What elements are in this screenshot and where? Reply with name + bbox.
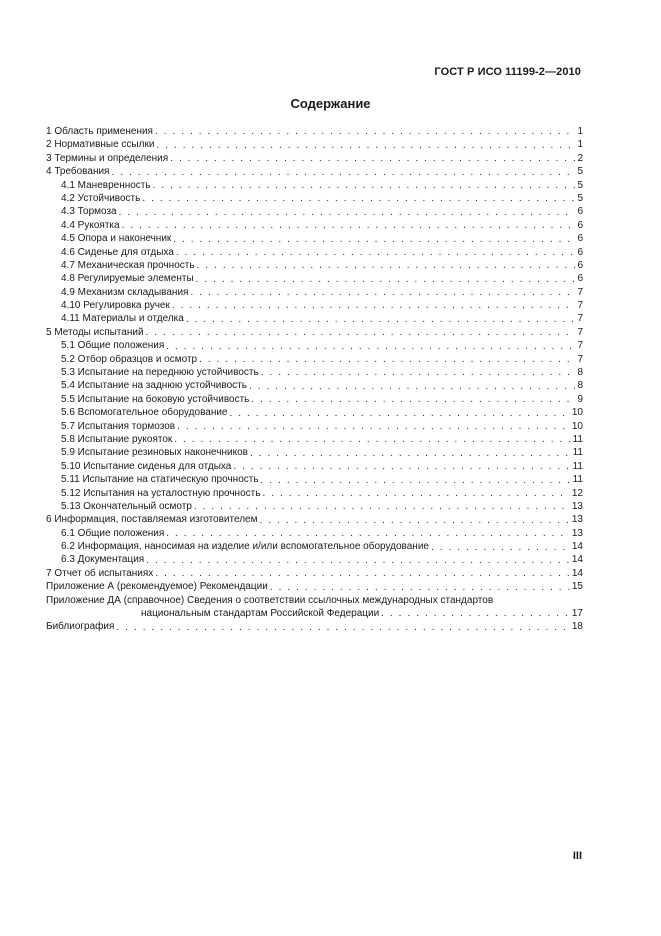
toc-dot-leader <box>262 488 569 500</box>
toc-entry-page: 8 <box>577 380 583 392</box>
toc-entry-title: 4.2 Устойчивость <box>61 192 141 204</box>
toc-entry <box>46 446 583 459</box>
toc-entry <box>46 232 583 245</box>
toc-dot-leader <box>170 153 575 165</box>
toc-entry-page: 6 <box>577 219 583 231</box>
toc-entry <box>46 500 583 513</box>
toc-entry-title: 4.7 Механическая прочность <box>61 259 195 271</box>
toc-entry-title: 6.3 Документация <box>61 554 145 566</box>
toc-entry-title: 4.1 Маневренность <box>61 179 151 191</box>
toc-entry-page: 8 <box>577 367 583 379</box>
toc-entry-title: 5.11 Испытание на статическую прочность <box>61 474 259 486</box>
toc-entry <box>46 366 583 379</box>
toc-entry <box>46 580 583 593</box>
toc-entry-title: 5.8 Испытание рукояток <box>61 433 173 445</box>
page-number: III <box>572 850 582 862</box>
table-of-contents <box>46 125 583 634</box>
toc-entry <box>46 620 583 633</box>
toc-entry <box>46 259 583 272</box>
toc-entry-page: 5 <box>577 179 583 191</box>
toc-dot-leader <box>190 287 575 299</box>
toc-entry <box>46 513 583 526</box>
toc-entry-page: 13 <box>571 527 583 539</box>
toc-entry-page: 11 <box>572 433 583 445</box>
toc-dot-leader <box>176 247 575 259</box>
toc-entry <box>46 272 583 285</box>
toc-entry-title: 6 Информация, поставляемая изготовителем <box>46 514 258 526</box>
toc-dot-leader <box>173 234 575 246</box>
toc-entry-page: 11 <box>572 460 583 472</box>
toc-entry-page: 18 <box>571 621 583 633</box>
toc-dot-leader <box>142 193 575 205</box>
toc-entry-page: 13 <box>571 500 583 512</box>
toc-entry <box>46 393 583 406</box>
toc-entry-page: 10 <box>571 407 583 419</box>
toc-entry-title: 5.9 Испытание резиновых наконечников <box>61 447 248 459</box>
toc-dot-leader <box>111 167 575 179</box>
toc-dot-leader <box>261 367 575 379</box>
toc-dot-leader <box>230 408 570 420</box>
toc-dot-leader <box>194 501 570 513</box>
toc-entry <box>46 192 583 205</box>
toc-dot-leader <box>155 568 570 580</box>
toc-entry-page: 7 <box>577 353 583 365</box>
toc-entry-title: национальным стандартам Российской Федерации <box>141 608 380 620</box>
toc-entry-title: 4.6 Сиденье для отдыха <box>61 246 174 258</box>
toc-dot-leader <box>233 461 570 473</box>
toc-entry <box>46 460 583 473</box>
toc-entry <box>46 326 583 339</box>
toc-dot-leader <box>431 542 570 554</box>
toc-entry <box>46 554 583 567</box>
toc-entry-title: 6.2 Информация, наносимая на изделие и/или вспомогательное оборудование <box>61 541 429 553</box>
toc-dot-leader <box>261 475 571 487</box>
toc-entry-title: 6.1 Общие положения <box>61 527 165 539</box>
toc-dot-leader <box>172 300 575 312</box>
toc-entry-page: 9 <box>577 393 583 405</box>
toc-entry <box>46 286 583 299</box>
toc-entry-page: 1 <box>577 125 583 137</box>
toc-entry <box>46 165 583 178</box>
toc-entry <box>46 379 583 392</box>
toc-entry <box>46 420 583 433</box>
toc-entry-title: 7 Отчет об испытаниях <box>46 567 154 579</box>
toc-entry <box>46 473 583 486</box>
toc-entry-title: 4.3 Тормоза <box>61 206 117 218</box>
toc-entry-page: 17 <box>571 608 583 620</box>
toc-entry-page: 7 <box>577 286 583 298</box>
toc-entry-title: 5.10 Испытание сиденья для отдыха <box>61 460 232 472</box>
toc-entry-title: 5.13 Окончательный осмотр <box>61 500 192 512</box>
toc-entry-page: 6 <box>577 246 583 258</box>
document-code: ГОСТ Р ИСО 11199-2—2010 <box>434 66 581 78</box>
toc-title: Содержание <box>290 96 371 111</box>
toc-entry-page: 6 <box>577 233 583 245</box>
toc-dot-leader <box>260 515 570 527</box>
toc-entry-page: 14 <box>571 541 583 553</box>
toc-entry-title: 4.5 Опора и наконечник <box>61 233 172 245</box>
toc-entry-page: 5 <box>577 192 583 204</box>
toc-dot-leader <box>166 528 570 540</box>
toc-entry-title: 4.9 Механизм складывания <box>61 286 189 298</box>
toc-entry-title: 4.4 Рукоятка <box>61 219 120 231</box>
toc-entry-title: 5.2 Отбор образцов и осмотр <box>61 353 198 365</box>
toc-entry <box>46 607 583 620</box>
toc-entry-page: 14 <box>571 567 583 579</box>
toc-entry <box>46 219 583 232</box>
toc-entry-title: 5.5 Испытание на боковую устойчивость <box>61 393 250 405</box>
toc-entry <box>46 312 583 325</box>
toc-entry-page: 10 <box>571 420 583 432</box>
toc-entry-title: 5.6 Вспомогательное оборудование <box>61 407 228 419</box>
toc-entry-page: 15 <box>571 581 583 593</box>
toc-dot-leader <box>146 327 575 339</box>
toc-entry-page: 7 <box>577 326 583 338</box>
toc-entry-page: 5 <box>577 166 583 178</box>
toc-dot-leader <box>119 207 575 219</box>
toc-entry-page: 6 <box>577 259 583 271</box>
toc-entry <box>46 594 583 607</box>
toc-entry-page: 7 <box>577 340 583 352</box>
toc-entry-title: 5 Методы испытаний <box>46 326 144 338</box>
toc-entry-page: 11 <box>572 447 583 459</box>
toc-dot-leader <box>122 220 575 232</box>
toc-dot-leader <box>249 381 575 393</box>
toc-entry-page: 7 <box>577 300 583 312</box>
toc-dot-leader <box>250 448 571 460</box>
toc-entry-title: 5.4 Испытание на заднюю устойчивость <box>61 380 247 392</box>
toc-dot-leader <box>155 126 575 138</box>
toc-entry-page: 6 <box>577 206 583 218</box>
toc-entry-page: 1 <box>577 139 583 151</box>
toc-entry-title: 2 Нормативные ссылки <box>46 139 155 151</box>
toc-dot-leader <box>174 434 570 446</box>
toc-entry-page: 2 <box>577 152 583 164</box>
toc-entry <box>46 339 583 352</box>
toc-entry <box>46 567 583 580</box>
toc-entry-title: Библиография <box>46 621 115 633</box>
toc-dot-leader <box>197 260 575 272</box>
toc-dot-leader <box>166 341 575 353</box>
toc-entry-title: 5.1 Общие положения <box>61 340 165 352</box>
toc-entry-page: 7 <box>577 313 583 325</box>
toc-entry-page: 6 <box>577 273 583 285</box>
toc-entry <box>46 487 583 500</box>
toc-entry-title: 5.7 Испытания тормозов <box>61 420 176 432</box>
toc-entry-page: 11 <box>572 474 583 486</box>
toc-entry-title: Приложение А (рекомендуемое) Рекомендации <box>46 581 268 593</box>
toc-dot-leader <box>270 582 570 594</box>
toc-dot-leader <box>186 314 575 326</box>
toc-entry-title: 5.12 Испытания на усталостную прочность <box>61 487 261 499</box>
toc-dot-leader <box>146 555 570 567</box>
toc-entry-title: 4 Требования <box>46 166 110 178</box>
toc-entry <box>46 205 583 218</box>
toc-dot-leader <box>156 140 575 152</box>
toc-entry <box>46 246 583 259</box>
toc-dot-leader <box>381 608 570 620</box>
toc-entry <box>46 527 583 540</box>
toc-entry-title: 1 Область применения <box>46 125 153 137</box>
toc-entry-title: 5.3 Испытание на переднюю устойчивость <box>61 367 259 379</box>
toc-dot-leader <box>177 421 570 433</box>
toc-entry <box>46 353 583 366</box>
toc-entry <box>46 540 583 553</box>
toc-dot-leader <box>251 394 575 406</box>
toc-entry-page: 14 <box>571 554 583 566</box>
toc-entry-title: Приложение ДА (справочное) Сведения о соответствии ссылочных международных стандартов <box>46 594 494 606</box>
toc-dot-leader <box>153 180 575 192</box>
toc-entry-page: 13 <box>571 514 583 526</box>
toc-entry <box>46 152 583 165</box>
toc-entry-title: 4.11 Материалы и отделка <box>61 313 184 325</box>
toc-entry <box>46 138 583 151</box>
toc-entry <box>46 179 583 192</box>
toc-entry-title: 4.8 Регулируемые элементы <box>61 273 194 285</box>
toc-entry <box>46 125 583 138</box>
toc-entry <box>46 433 583 446</box>
toc-entry-title: 4.10 Регулировка ручек <box>61 300 170 312</box>
toc-dot-leader <box>116 622 569 634</box>
toc-dot-leader <box>196 274 575 286</box>
toc-entry <box>46 406 583 419</box>
toc-entry-page: 12 <box>571 487 583 499</box>
toc-dot-leader <box>199 354 575 366</box>
toc-entry-title: 3 Термины и определения <box>46 152 169 164</box>
toc-entry <box>46 299 583 312</box>
